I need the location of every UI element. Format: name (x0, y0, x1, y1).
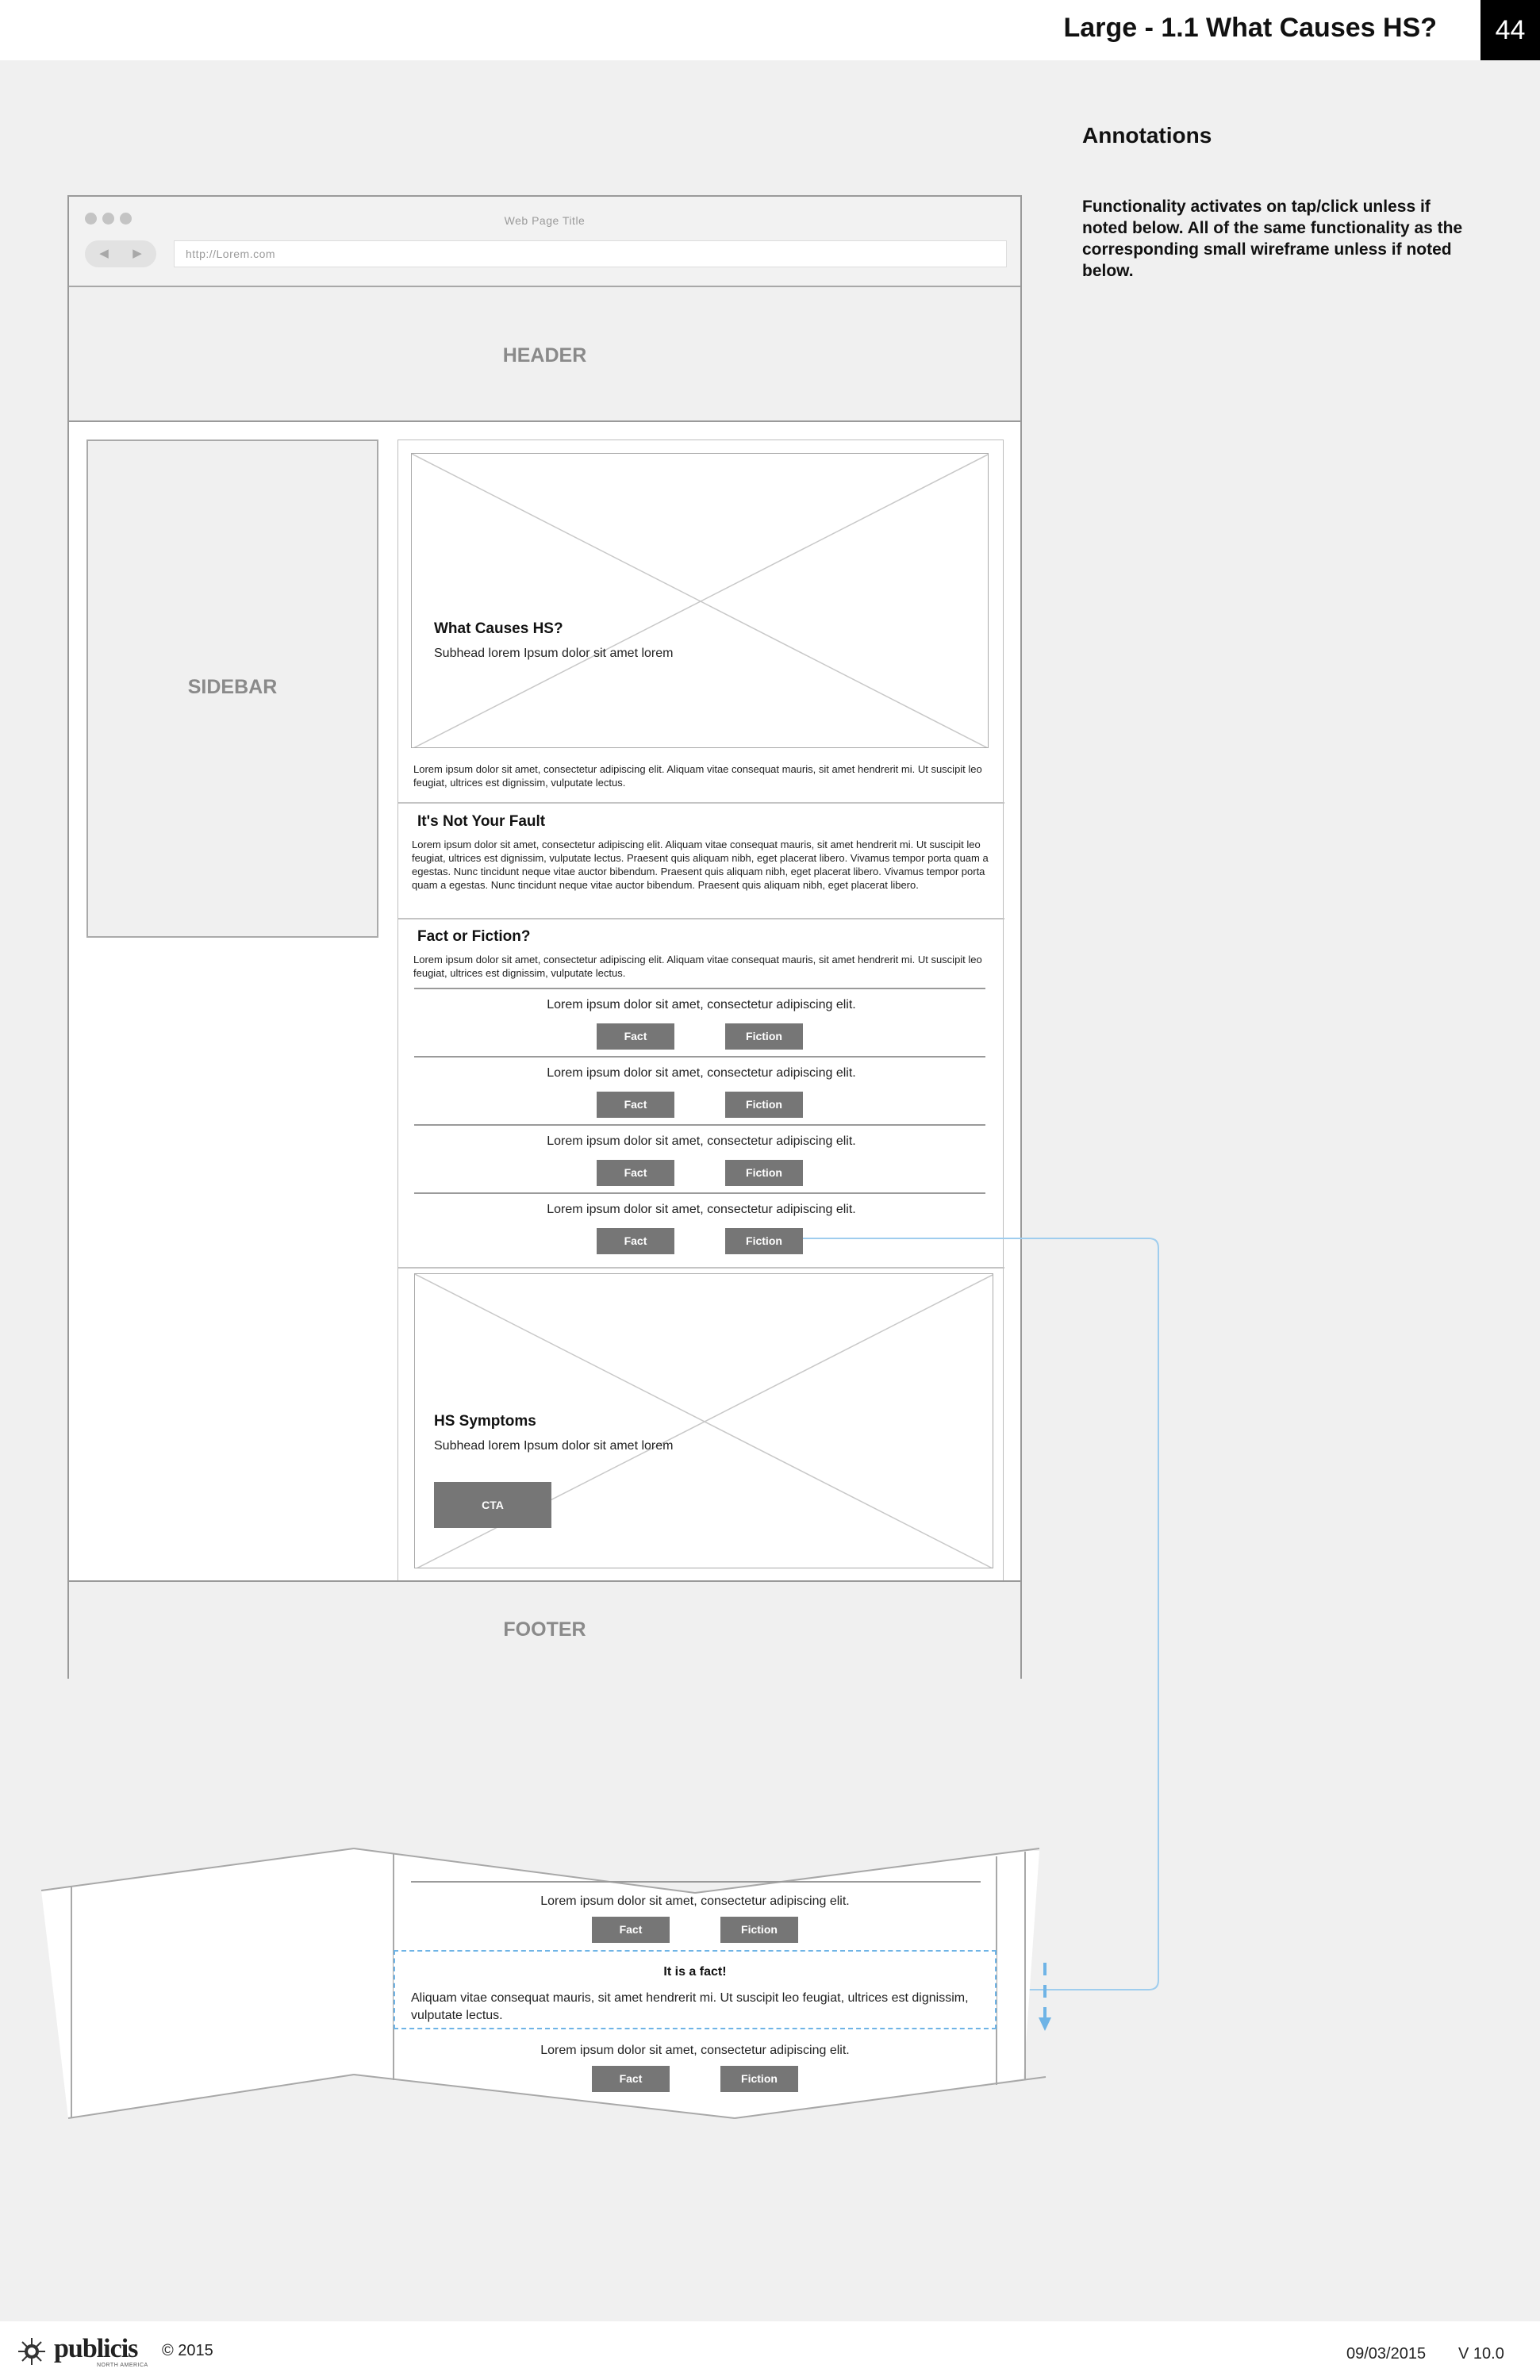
annotations-text: Functionality activates on tap/click unless if noted below. All of the same functionality as the corresponding small wireframe unless if noted below. (1082, 198, 1463, 280)
annotations-heading: Annotations (1082, 123, 1212, 148)
copyright-text: © 2015 (162, 2342, 213, 2359)
sidebar-label: SIDEBAR (187, 676, 278, 698)
window-title: Web Page Title (504, 214, 586, 227)
hero-body: Lorem ipsum dolor sit amet, consectetur adipiscing elit. Aliquam vitae consequat mauris, sit amet hendrerit mi. Ut suscipit leo feugiat, ultrices est dignissim, vulputate lectus. (413, 763, 982, 789)
hero-title: What Causes HS? (434, 620, 563, 637)
fact-or-fiction-title: Fact or Fiction? (417, 928, 531, 945)
footer-label: FOOTER (503, 1618, 586, 1641)
header-label: HEADER (502, 344, 587, 367)
fact-or-fiction-body: Lorem ipsum dolor sit amet, consectetur adipiscing elit. Aliquam vitae consequat mauris, sit amet hendrerit mi. Ut suscipit leo feugiat, ultrices est dignissim, vulputate lectus. (413, 954, 982, 979)
fact-button[interactable]: Fact (597, 1228, 674, 1254)
zoom-fiction-button[interactable]: Fiction (720, 1917, 798, 1943)
fiction-button[interactable]: Fiction (725, 1023, 803, 1050)
zoom-question-text: Lorem ipsum dolor sit amet, consectetur adipiscing elit. (540, 2044, 850, 2057)
zoom-question-text: Lorem ipsum dolor sit amet, consectetur adipiscing elit. (540, 1894, 850, 1908)
back-arrow-icon[interactable]: ◀ (99, 247, 109, 260)
brand-subtitle: NORTH AMERICA (97, 2363, 148, 2368)
fact-button[interactable]: Fact (597, 1092, 674, 1118)
question-text: Lorem ipsum dolor sit amet, consectetur adipiscing elit. (547, 1066, 856, 1080)
brand-name: publicis (54, 2334, 138, 2363)
fiction-button[interactable]: Fiction (725, 1228, 803, 1254)
question-text: Lorem ipsum dolor sit amet, consectetur adipiscing elit. (547, 1203, 856, 1216)
symptoms-title: HS Symptoms (434, 1413, 536, 1430)
document-footer-bar (0, 2321, 1540, 2380)
document-date: 09/03/2015 (1346, 2345, 1427, 2363)
zoom-fiction-button[interactable]: Fiction (720, 2066, 798, 2092)
hero-subtitle: Subhead lorem Ipsum dolor sit amet lorem (434, 647, 674, 660)
not-your-fault-title: It's Not Your Fault (417, 813, 546, 830)
zoom-fact-button[interactable]: Fact (592, 2066, 670, 2092)
url-bar[interactable]: http://Lorem.com (174, 240, 1007, 267)
fact-result-body: Aliquam vitae consequat mauris, sit amet hendrerit mi. Ut suscipit leo feugiat, ultrices est dignissim, vulputate lectus. (411, 1991, 969, 2022)
zoom-fact-button[interactable]: Fact (592, 1917, 670, 1943)
fiction-button[interactable]: Fiction (725, 1160, 803, 1186)
fact-button[interactable]: Fact (597, 1023, 674, 1050)
fact-result-panel (394, 1950, 997, 2029)
fact-button[interactable]: Fact (597, 1160, 674, 1186)
page-number: 44 (1480, 0, 1540, 60)
publicis-lion-logo-icon (17, 2337, 46, 2366)
fiction-button[interactable]: Fiction (725, 1092, 803, 1118)
symptoms-subtitle: Subhead lorem Ipsum dolor sit amet lorem (434, 1439, 674, 1453)
page-title: Large - 1.1 What Causes HS? (1063, 13, 1437, 43)
document-version: V 10.0 (1458, 2345, 1504, 2363)
fact-result-title: It is a fact! (663, 1965, 727, 1979)
question-text: Lorem ipsum dolor sit amet, consectetur adipiscing elit. (547, 1134, 856, 1148)
question-text: Lorem ipsum dolor sit amet, consectetur adipiscing elit. (547, 998, 856, 1012)
forward-arrow-icon[interactable]: ▶ (132, 247, 142, 260)
not-your-fault-body: Lorem ipsum dolor sit amet, consectetur adipiscing elit. Aliquam vitae consequat mauris, sit amet hendrerit mi. Ut suscipit leo feugiat, ultrices est dignissim, vulputate lectus. Praesent quis aliquam nibh, eget placerat libero. Vivamus tempor porta quam a egestas. Nunc tincidunt neque vitae auctor bibendum. Praesent quis aliquam nibh, eget placerat libero. Vivamus tempor porta quam a egestas. Nunc tincidunt neque vitae auctor bibendum. Praesent quis aliquam nibh, eget placerat libero. (412, 839, 989, 891)
cta-button[interactable]: CTA (434, 1482, 551, 1528)
